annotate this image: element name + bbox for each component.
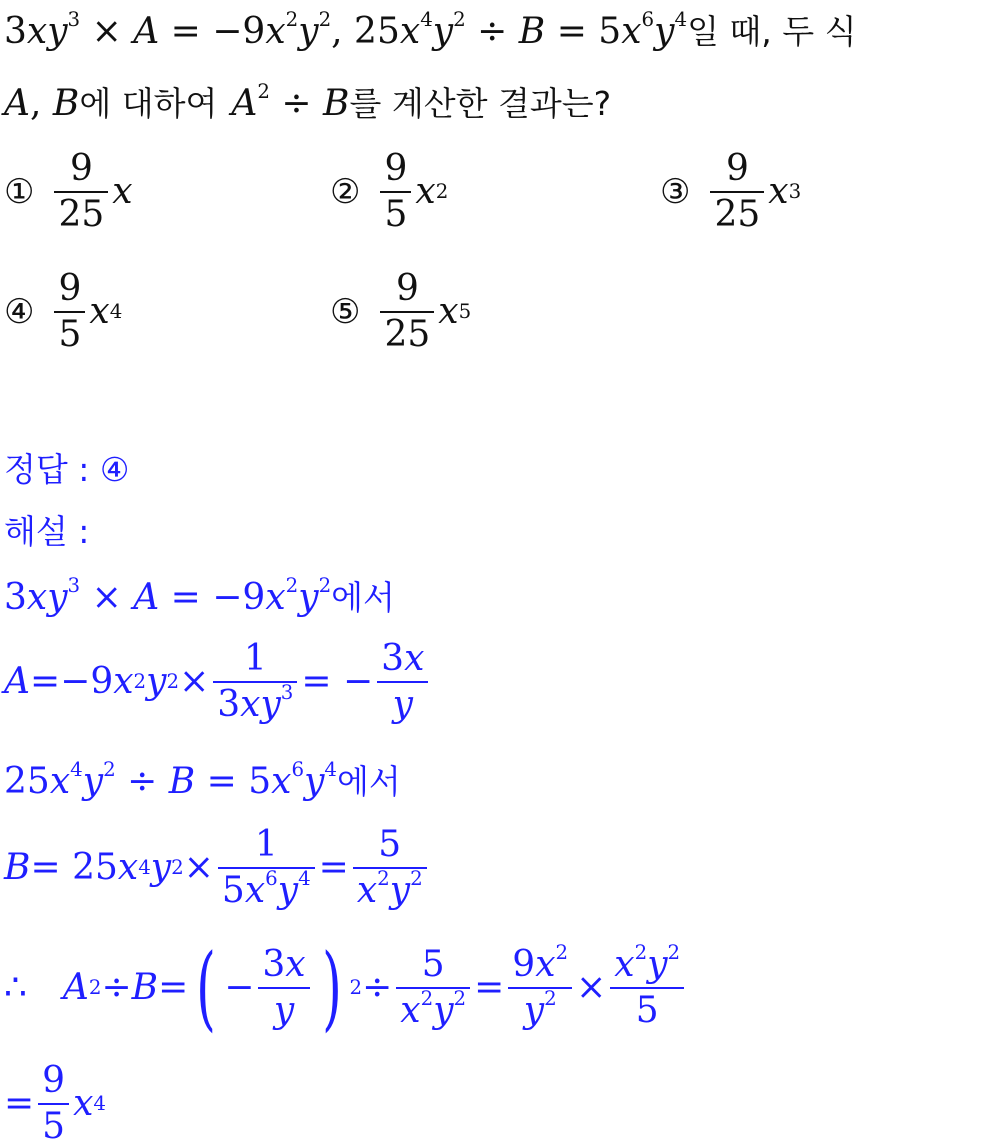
math-exp: 2 (667, 941, 681, 965)
math-text: = (4, 1082, 35, 1124)
math-text: = (474, 967, 505, 1008)
math-text: 3 (4, 577, 27, 618)
math-var: A (4, 83, 30, 124)
math-exp: 2 (103, 758, 116, 782)
math-var: x (271, 761, 292, 802)
math-exp: 2 (285, 8, 299, 32)
fraction-numerator: 5 (421, 944, 445, 986)
fraction-denominator: y (392, 683, 413, 725)
question-text: 일 때, 두 식 (687, 12, 857, 51)
choice-4[interactable]: ④ $\frac{9}{5}$ x 4 (4, 268, 123, 355)
fraction-denominator: y (273, 990, 295, 1031)
math-var: B (168, 761, 196, 802)
solution-text: 에서 (331, 578, 395, 617)
math-var: x (113, 660, 134, 702)
math-var: xy (26, 11, 68, 52)
math-var: y (298, 11, 319, 52)
math-var: y (523, 990, 545, 1031)
fraction-denominator: 25 (714, 193, 761, 235)
math-var: x (244, 869, 266, 911)
math-var: B (52, 83, 80, 124)
fraction-numerator: 1 (254, 824, 278, 865)
math-var: y (150, 846, 172, 888)
math-op: × (80, 11, 134, 52)
fraction-bar (610, 987, 684, 989)
math-var: x (768, 171, 789, 213)
solution-step-4: B = 25 x 4 y 2 × $\frac{1}{5x^6y^4}$ = $\frac{5}{x^2y^2}$ (4, 826, 431, 910)
math-var: x (117, 846, 139, 888)
math-op: × (183, 846, 214, 888)
fraction-numerator: 9 (69, 148, 93, 189)
math-exp: 6 (291, 758, 305, 782)
math-text: 3 (262, 944, 286, 986)
choice-marker: ① (4, 171, 35, 212)
math-var: y (304, 761, 325, 802)
math-var: y (432, 11, 454, 52)
math-exp: 2 (257, 80, 270, 104)
fraction-numerator: 9 (384, 148, 408, 189)
math-var: B (323, 83, 350, 124)
math-text: , (30, 83, 53, 124)
choice-marker: ③ (660, 171, 691, 212)
math-var: xy (240, 683, 281, 725)
choice-3[interactable]: ③ $\frac{9}{25}$ x 3 (660, 148, 802, 235)
math-text: = −9 (159, 577, 266, 618)
fraction (353, 826, 427, 910)
fraction (38, 1062, 69, 1146)
choice-marker: ⑤ (330, 291, 361, 332)
choice-1[interactable] (4, 150, 133, 234)
math-var: x (399, 11, 421, 52)
fraction-denominator: 5 (635, 990, 659, 1031)
math-var: y (146, 660, 167, 702)
choice-2[interactable]: ② $\frac{9}{5}$ x 2 (330, 148, 449, 235)
math-text: = 5 (195, 761, 272, 802)
question-line-1 (4, 8, 857, 52)
fraction (508, 941, 572, 1031)
math-var: x (285, 944, 306, 986)
fraction-bar (710, 191, 764, 193)
math-var: x (438, 291, 459, 333)
math-op: ÷ (465, 11, 519, 52)
math-op: × (576, 967, 607, 1008)
math-op: × (179, 660, 210, 702)
fraction (380, 150, 411, 234)
math-var: y (433, 990, 454, 1031)
math-exp: 2 (285, 574, 299, 598)
solution-step-1 (4, 574, 395, 618)
math-var: xy (26, 577, 68, 618)
question-line-2 (4, 80, 612, 124)
math-op: ÷ (115, 761, 169, 802)
fraction-denominator (396, 987, 470, 1031)
math-exp: 4 (420, 8, 433, 32)
answer-label: 정답 : ④ (4, 450, 130, 489)
fraction (213, 640, 297, 724)
math-text: 3 (217, 683, 241, 725)
fraction (377, 640, 428, 724)
math-exp: 2 (453, 8, 466, 32)
choice-marker: ② (330, 171, 361, 212)
fraction (218, 826, 315, 910)
math-var: x (112, 171, 133, 213)
solution-step-6: = $\frac{9}{5}$ x 4 (4, 1060, 106, 1147)
fraction-bar (380, 311, 434, 313)
math-var: y (82, 761, 104, 802)
math-exp: 2 (377, 866, 390, 890)
choice-marker: ④ (4, 291, 35, 332)
math-text: = 5 (545, 11, 622, 52)
math-exp: 4 (324, 758, 337, 782)
math-op: × (80, 577, 134, 618)
fraction-denominator: 5 (384, 193, 408, 235)
fraction-numerator (610, 941, 684, 986)
therefore-symbol: ∴ (4, 967, 27, 1008)
math-var: x (356, 869, 378, 911)
fraction (396, 946, 470, 1030)
math-var: A (4, 660, 30, 702)
math-op: ÷ (269, 83, 324, 124)
fraction-denominator (520, 987, 561, 1031)
fraction-numerator: 9 (58, 268, 82, 309)
math-exp: 3 (280, 680, 294, 704)
math-text: 3 (4, 11, 27, 52)
solution-step-3 (4, 758, 401, 802)
fraction-numerator: 9 (725, 148, 749, 189)
math-text: 9 (512, 944, 536, 986)
fraction-numerator (377, 640, 428, 678)
fraction-numerator: 9 (42, 1060, 66, 1101)
math-exp: 2 (544, 987, 557, 1011)
math-var: x (535, 944, 556, 986)
fraction (54, 270, 85, 354)
math-exp: 2 (318, 8, 332, 32)
math-var: B (131, 967, 159, 1008)
fraction-denominator (353, 866, 427, 911)
math-exp: 4 (70, 758, 83, 782)
math-exp: 2 (318, 574, 332, 598)
math-text: = (318, 846, 349, 888)
math-exp: 2 (555, 941, 569, 965)
math-var: A (62, 967, 89, 1008)
fraction-bar (508, 987, 572, 989)
fraction (258, 946, 309, 1030)
math-var: x (614, 944, 635, 986)
math-var: y (647, 944, 668, 986)
fraction-numerator: 1 (243, 638, 267, 679)
fraction-denominator: 25 (58, 193, 105, 235)
math-var: x (404, 638, 425, 679)
fraction (54, 150, 108, 234)
math-exp: 6 (641, 8, 655, 32)
fraction (610, 941, 684, 1031)
math-text: , 25 (331, 11, 400, 52)
fraction-denominator (213, 680, 297, 725)
math-exp: 3 (67, 8, 81, 32)
math-exp: 3 (67, 574, 81, 598)
math-text: 3 (381, 638, 405, 679)
fraction-numerator: 9 (395, 268, 419, 309)
math-op: ÷ (362, 967, 393, 1008)
math-op: − (224, 967, 255, 1008)
math-exp: 4 (674, 8, 688, 32)
right-paren: ) (321, 934, 342, 1041)
fraction-bar (54, 311, 85, 313)
math-exp: 2 (453, 987, 467, 1011)
math-var: y (298, 577, 319, 618)
math-text: 5 (221, 869, 245, 911)
math-var: y (389, 869, 411, 911)
fraction-denominator: 5 (42, 1105, 66, 1147)
math-exp: 4 (298, 866, 311, 890)
left-paren: ( (196, 934, 217, 1041)
fraction-denominator: 25 (384, 313, 431, 355)
fraction-numerator (258, 946, 309, 984)
math-text: = −9 (159, 11, 266, 52)
fraction (380, 270, 434, 354)
fraction-bar (54, 191, 108, 193)
math-exp: 2 (410, 866, 423, 890)
math-var: B (518, 11, 546, 52)
math-var: x (400, 990, 421, 1031)
fraction-numerator (508, 941, 572, 986)
fraction-bar (377, 681, 428, 683)
math-var: x (265, 11, 286, 52)
choice-5[interactable]: ⑤ $\frac{9}{25}$ x 5 (330, 268, 472, 355)
math-op: ÷ (101, 967, 132, 1008)
fraction-denominator: 5 (58, 313, 82, 355)
fraction-bar (258, 987, 309, 989)
math-var: A (231, 83, 258, 124)
math-var: y (277, 869, 299, 911)
math-text: = (158, 967, 189, 1008)
math-var: y (654, 11, 675, 52)
math-var: A (133, 11, 160, 52)
math-var: x (265, 577, 286, 618)
fraction-denominator (218, 866, 315, 911)
fraction-bar (38, 1103, 69, 1105)
math-var: x (73, 1082, 94, 1124)
math-var: x (49, 761, 71, 802)
math-var: x (415, 171, 436, 213)
explanation-label: 해설 : (4, 512, 90, 551)
math-exp: 2 (634, 941, 648, 965)
math-exp: 6 (265, 866, 278, 890)
fraction (710, 150, 764, 234)
math-text: 25 (4, 761, 50, 802)
math-var: x (89, 291, 110, 333)
solution-text: 에서 (337, 762, 401, 801)
question-text: 를 계산한 결과는? (349, 84, 612, 123)
math-var: B (4, 846, 31, 888)
math-text: =−9 (30, 660, 114, 702)
solution-step-2: A =−9 x 2 y 2 × $\frac{1}{3xy^3}$ = − $\frac{3x}{y}$ (4, 640, 432, 724)
solution-step-5: ∴ A 2 ÷ B = ( − $\frac{3x}{y}$ ) 2 ÷ $\frac{5}{x^2y^2}$ = $\frac{9x^2}{y^2}$ × $\frac{x^2y^2}{5}$ (4, 942, 688, 1034)
fraction-bar (380, 191, 411, 193)
math-text: = 25 (30, 846, 118, 888)
math-var: x (621, 11, 642, 52)
math-var: A (133, 577, 160, 618)
math-exp: 2 (420, 987, 434, 1011)
fraction-numerator: 5 (378, 824, 402, 865)
math-text: = − (301, 660, 374, 702)
question-text: 에 대하여 (79, 84, 218, 123)
